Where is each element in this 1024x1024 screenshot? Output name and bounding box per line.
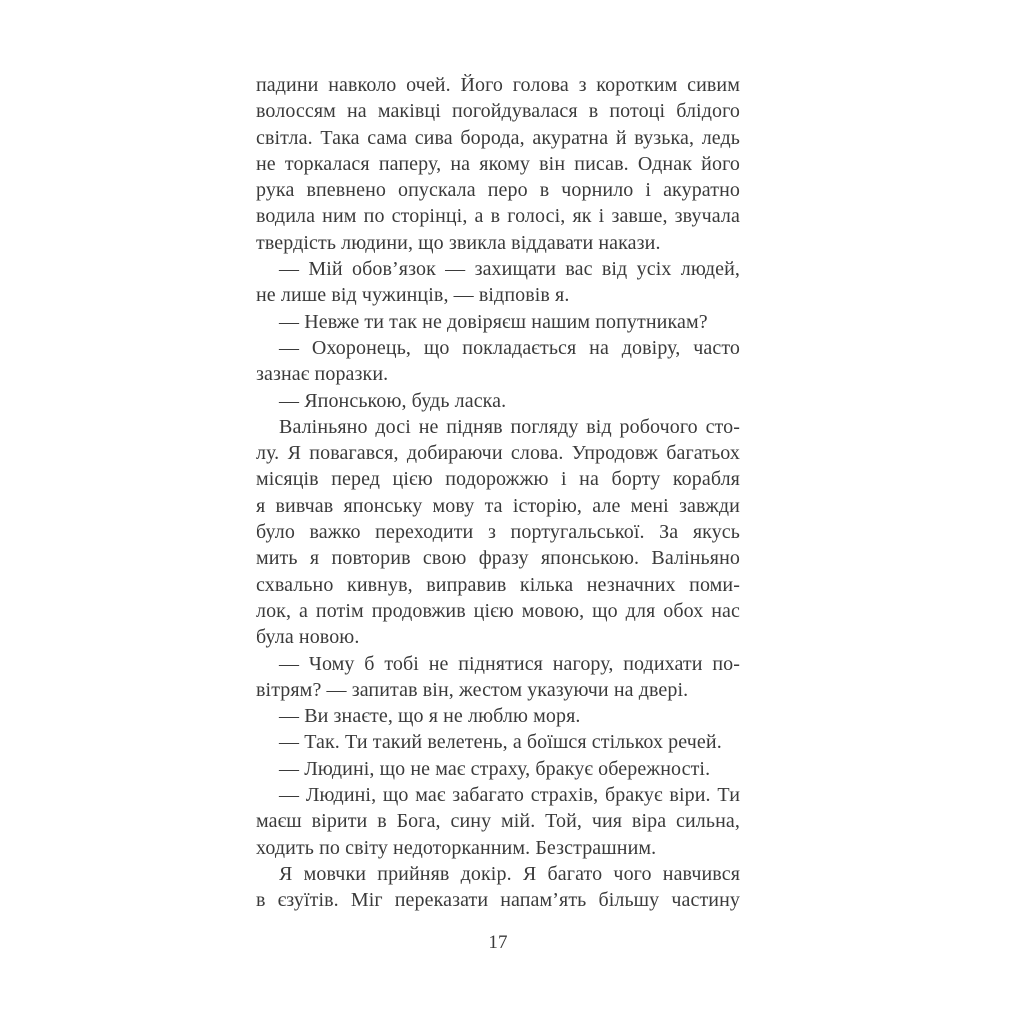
text-line: лу. Я повагався, добираючи слова. Упродовж багатьох bbox=[256, 442, 740, 465]
text-line: лок, а потім продовжив цією мовою, що для обох нас bbox=[256, 599, 740, 622]
text-line: не лише від чужинців, — відповів я. bbox=[256, 284, 570, 307]
text-line: була новою. bbox=[256, 626, 360, 649]
text-line: — Чому б тобі не піднятися нагору, подихати по- bbox=[279, 652, 740, 675]
text-line: — Японською, будь ласка. bbox=[279, 389, 507, 412]
text-line: волоссям на маківці погойдувалася в потоці блідого bbox=[256, 100, 740, 123]
text-line: було важко переходити з португальської. За якусь bbox=[256, 521, 740, 544]
text-line: не торкалася паперу, на якому він писав. Однак його bbox=[256, 152, 740, 175]
text-line: мить я повторив свою фразу японською. Валіньяно bbox=[256, 547, 740, 570]
text-line: в єзуїтів. Міг переказати напам’ять більшу частину bbox=[256, 889, 740, 912]
text-line: світла. Така сама сива борода, акуратна й вузька, ледь bbox=[256, 126, 740, 149]
text-line: Валіньяно досі не підняв погляду від робочого сто- bbox=[279, 415, 740, 438]
text-line: місяців перед цією подорожжю і на борту корабля bbox=[256, 468, 740, 491]
text-line: зазнає поразки. bbox=[256, 363, 389, 386]
text-block bbox=[256, 72, 740, 956]
text-line: — Охоронець, що покладається на довіру, часто bbox=[279, 336, 740, 359]
page-number: 17 bbox=[488, 931, 508, 953]
text-line: — Мій обов’язок — захищати вас від усіх людей, bbox=[279, 258, 740, 281]
text-line: рука впевнено опускала перо в чорнило і акуратно bbox=[256, 179, 740, 202]
text-line: Я мовчки прийняв докір. Я багато чого навчився bbox=[279, 862, 740, 885]
text-line: схвально кивнув, виправив кілька незначних поми- bbox=[256, 573, 740, 596]
text-line: я вивчав японську мову та історію, але мені завжди bbox=[256, 494, 740, 517]
text-line: вітрям? — запитав він, жестом указуючи на двері. bbox=[256, 678, 689, 701]
text-line: твердість людини, що звикла віддавати накази. bbox=[256, 231, 661, 254]
text-line: — Невже ти так не довіряєш нашим попутникам? bbox=[279, 310, 708, 333]
text-line: ходить по світу недоторканним. Безстрашним. bbox=[256, 836, 657, 859]
text-line: водила ним по сторінці, а в голосі, як і завше, звучала bbox=[256, 205, 740, 228]
text-line: — Так. Ти такий велетень, а боїшся стількох речей. bbox=[279, 731, 722, 754]
text-line: — Людині, що має забагато страхів, бракує віри. Ти bbox=[279, 784, 740, 807]
text-line: маєш вірити в Бога, сину мій. Той, чия віра сильна, bbox=[256, 810, 740, 833]
text-line: падини навколо очей. Його голова з коротким сивим bbox=[256, 74, 740, 96]
text-line: — Ви знаєте, що я не люблю моря. bbox=[279, 705, 581, 728]
text-line: — Людині, що не має страху, бракує обережності. bbox=[279, 757, 711, 780]
